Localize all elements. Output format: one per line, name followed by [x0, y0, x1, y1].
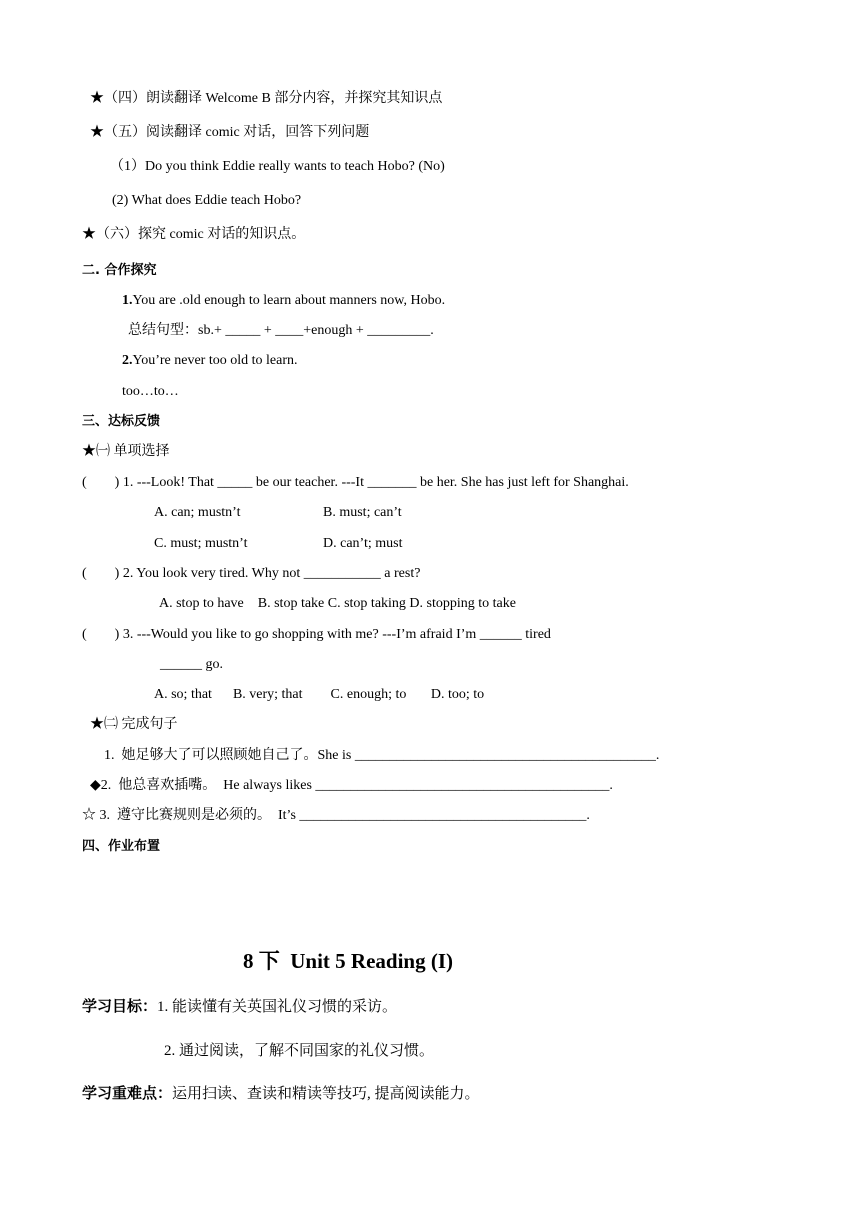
learning-goal-2: 2. 通过阅读，了解不同国家的礼仪习惯。 — [164, 1043, 435, 1059]
mc-q1-option-c: C. must; mustn’t — [154, 536, 248, 551]
pattern-2-summary: too…to… — [122, 384, 179, 399]
subsection-multiple-choice: ★㈠ 单项选择 — [82, 444, 170, 459]
item-4: ★（四）朗读翻译 Welcome B 部分内容，并探究其知识点 — [90, 91, 443, 106]
section-three-heading: 三、达标反馈 — [82, 414, 161, 429]
mc-q3-options: A. so; that B. very; that C. enough; to D. too; to — [154, 687, 485, 702]
mc-q1-option-b: B. must; can’t — [323, 505, 402, 520]
section-four-heading: 四、作业布置 — [82, 839, 161, 854]
learning-goals-label: 学习目标： — [82, 997, 158, 1015]
item-6: ★（六）探究 comic 对话的知识点。 — [82, 227, 306, 242]
pattern-2-text: You’re never too old to learn. — [132, 353, 298, 368]
section-two-heading: 二. 合作探究 — [82, 263, 157, 278]
lesson-title: 8 下 Unit 5 Reading (I) — [243, 949, 454, 973]
mc-q1-option-d: D. can’t; must — [323, 536, 403, 551]
key-points-text: 运用扫读、查读和精读等技巧, 提高阅读能力。 — [172, 1086, 480, 1102]
sentence-2: ◆2. 他总喜欢插嘴。 He always likes __________________________________________. — [90, 778, 613, 793]
pattern-2 — [122, 352, 298, 370]
mc-question-3-continued: ______ go. — [160, 657, 223, 672]
sentence-3: ☆ 3. 遵守比赛规则是必须的。 It’s _________________________________________. — [82, 808, 590, 823]
pattern-1-summary: 总结句型：sb.+ _____ + ____+enough + _________. — [128, 323, 434, 338]
sentence-1: 1. 她足够大了可以照顾她自己了。She is ___________________________________________. — [104, 748, 660, 763]
learning-goal-1: 1. 能读懂有关英国礼仪习惯的采访。 — [157, 999, 398, 1015]
key-points-label: 学习重难点： — [82, 1084, 173, 1102]
pattern-1 — [122, 292, 445, 310]
key-points — [82, 1083, 480, 1104]
mc-question-1: ( ) 1. ---Look! That _____ be our teacher. ---It _______ be her. She has just left for Shanghai. — [82, 475, 629, 490]
mc-question-2: ( ) 2. You look very tired. Why not ___________ a rest? — [82, 566, 421, 581]
item-5: ★（五）阅读翻译 comic 对话，回答下列问题 — [90, 125, 370, 140]
pattern-1-text: You are .old enough to learn about manners now, Hobo. — [132, 293, 446, 308]
question-1: （1）Do you think Eddie really wants to teach Hobo? (No) — [110, 159, 445, 174]
learning-goals — [82, 996, 397, 1017]
pattern-1-number: 1. — [122, 293, 133, 308]
mc-q1-option-a: A. can; mustn’t — [154, 505, 241, 520]
mc-question-3: ( ) 3. ---Would you like to go shopping with me? ---I’m afraid I’m ______ tired — [82, 627, 551, 642]
subsection-complete-sentences: ★㈡ 完成句子 — [90, 717, 178, 732]
question-2: (2) What does Eddie teach Hobo? — [112, 193, 302, 208]
pattern-2-number: 2. — [122, 353, 133, 368]
mc-q2-options: A. stop to have B. stop take C. stop taking D. stopping to take — [159, 596, 516, 611]
